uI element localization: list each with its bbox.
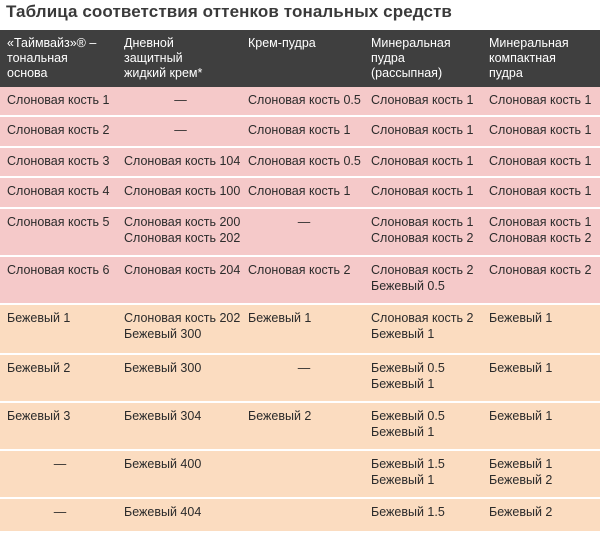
shade-table	[0, 30, 600, 533]
shade-value: Бежевый 1	[248, 311, 312, 325]
shade-value: Слоновая кость 1	[371, 215, 474, 229]
shade-value: Слоновая кость 2	[489, 263, 592, 277]
cell-mineral-loose	[364, 305, 482, 355]
cell-mineral-loose	[364, 257, 482, 305]
shade-value: Слоновая кость 1	[248, 123, 351, 137]
cell-mineral-compact	[482, 257, 600, 305]
cell-cream-powder	[241, 355, 364, 403]
shade-value: Слоновая кость 200	[124, 215, 241, 229]
shade-value: Слоновая кость 1	[489, 215, 592, 229]
shade-value: Слоновая кость 1	[371, 154, 474, 168]
shade-value: Бежевый 1	[489, 457, 553, 471]
cell-cream-powder	[241, 305, 364, 355]
table-header	[0, 30, 600, 87]
cell-mineral-compact	[482, 148, 600, 178]
table-row	[0, 117, 600, 148]
cell-timewise-foundation	[0, 87, 117, 117]
header-text: жидкий крем*	[124, 66, 203, 80]
dash-placeholder: —	[174, 93, 187, 107]
cell-timewise-foundation	[0, 117, 117, 148]
shade-value: Слоновая кость 202	[124, 230, 241, 245]
shade-value: Слоновая кость 1	[489, 184, 592, 198]
shade-value: Слоновая кость 100	[124, 184, 241, 198]
cell-mineral-compact	[482, 87, 600, 117]
shade-value: Бежевый 0.5	[371, 361, 445, 375]
cell-timewise-foundation	[0, 499, 117, 533]
header-text: защитный	[124, 51, 183, 65]
table-row	[0, 451, 600, 499]
shade-value: Слоновая кость 2	[371, 311, 474, 325]
shade-value: Бежевый 300	[124, 361, 202, 375]
shade-value: Слоновая кость 2	[489, 230, 592, 245]
column-header-mineral-compact	[482, 30, 600, 87]
page-title: Таблица соответствия оттенков тональных средств	[6, 2, 452, 21]
cell-mineral-compact	[482, 117, 600, 148]
dash-placeholder: —	[297, 361, 311, 375]
shade-value: Слоновая кость 202	[124, 311, 241, 325]
table-row	[0, 148, 600, 178]
table-row	[0, 87, 600, 117]
table-row	[0, 305, 600, 355]
cell-day-cream	[117, 499, 241, 533]
header-text: (рассыпная)	[371, 66, 443, 80]
shade-value: Бежевый 1	[489, 409, 553, 423]
shade-value: Слоновая кость 1	[7, 93, 110, 107]
shade-value: Слоновая кость 5	[7, 215, 110, 229]
header-text: компактная	[489, 51, 556, 65]
shade-value: Бежевый 1	[371, 376, 435, 391]
dash-placeholder: —	[53, 505, 67, 519]
cell-day-cream	[117, 178, 241, 209]
cell-mineral-loose	[364, 355, 482, 403]
cell-day-cream	[117, 403, 241, 451]
cell-cream-powder	[241, 148, 364, 178]
cell-timewise-foundation	[0, 148, 117, 178]
cell-day-cream	[117, 148, 241, 178]
column-header-day-cream	[117, 30, 241, 87]
header-text: пудра	[371, 51, 405, 65]
shade-value: Бежевый 0.5	[371, 278, 445, 293]
shade-value: Бежевый 0.5	[371, 409, 445, 423]
shade-value: Слоновая кость 4	[7, 184, 110, 198]
header-text: Минеральная	[371, 36, 451, 50]
shade-value: Слоновая кость 1	[248, 184, 351, 198]
cell-mineral-loose	[364, 178, 482, 209]
cell-timewise-foundation	[0, 257, 117, 305]
cell-day-cream	[117, 117, 241, 148]
column-header-timewise-foundation	[0, 30, 117, 87]
cell-mineral-loose	[364, 87, 482, 117]
shade-value: Бежевый 3	[7, 409, 71, 423]
table-row	[0, 257, 600, 305]
cell-cream-powder	[241, 499, 364, 533]
shade-value: Слоновая кость 1	[489, 93, 592, 107]
shade-value: Бежевый 1.5	[371, 505, 445, 519]
dash-placeholder: —	[174, 123, 187, 137]
shade-value: Бежевый 2	[7, 361, 71, 375]
cell-mineral-compact	[482, 355, 600, 403]
shade-value: Бежевый 1	[371, 424, 435, 439]
header-text: «Таймвайз»® –	[7, 36, 97, 50]
cell-mineral-compact	[482, 451, 600, 499]
cell-timewise-foundation	[0, 403, 117, 451]
cell-day-cream	[117, 257, 241, 305]
cell-mineral-loose	[364, 403, 482, 451]
cell-mineral-loose	[364, 499, 482, 533]
cell-timewise-foundation	[0, 209, 117, 257]
cell-mineral-compact	[482, 305, 600, 355]
shade-value: Бежевый 300	[124, 326, 202, 341]
shade-value: Бежевый 304	[124, 409, 202, 423]
cell-mineral-compact	[482, 403, 600, 451]
cell-timewise-foundation	[0, 355, 117, 403]
shade-value: Слоновая кость 1	[489, 154, 592, 168]
cell-day-cream	[117, 87, 241, 117]
header-text: тональная	[7, 51, 68, 65]
header-text: Дневной	[124, 36, 174, 50]
cell-mineral-loose	[364, 451, 482, 499]
shade-value: Бежевый 1.5	[371, 457, 445, 471]
table-row	[0, 403, 600, 451]
shade-value: Бежевый 1	[489, 361, 553, 375]
shade-value: Слоновая кость 0.5	[248, 154, 361, 168]
shade-value: Бежевый 1	[489, 311, 553, 325]
table-row	[0, 178, 600, 209]
cell-day-cream	[117, 209, 241, 257]
cell-timewise-foundation	[0, 305, 117, 355]
cell-cream-powder	[241, 178, 364, 209]
cell-cream-powder	[241, 403, 364, 451]
header-row	[0, 30, 600, 87]
shade-value: Слоновая кость 104	[124, 154, 241, 168]
shade-value: Слоновая кость 2	[371, 230, 474, 245]
cell-mineral-loose	[364, 148, 482, 178]
cell-timewise-foundation	[0, 451, 117, 499]
shade-value: Слоновая кость 1	[371, 123, 474, 137]
cell-mineral-compact	[482, 499, 600, 533]
cell-cream-powder	[241, 87, 364, 117]
shade-value: Слоновая кость 2	[7, 123, 110, 137]
shade-value: Бежевый 2	[489, 505, 553, 519]
shade-value: Бежевый 2	[489, 472, 553, 487]
table-row	[0, 499, 600, 533]
shade-value: Бежевый 404	[124, 505, 202, 519]
shade-value: Бежевый 1	[371, 472, 435, 487]
cell-cream-powder	[241, 209, 364, 257]
header-text: Минеральная	[489, 36, 569, 50]
cell-cream-powder	[241, 117, 364, 148]
shade-value: Бежевый 1	[7, 311, 71, 325]
shade-value: Слоновая кость 6	[7, 263, 110, 277]
shade-value: Слоновая кость 3	[7, 154, 110, 168]
cell-day-cream	[117, 451, 241, 499]
dash-placeholder: —	[53, 457, 67, 471]
shade-value: Слоновая кость 204	[124, 263, 241, 277]
shade-value: Бежевый 400	[124, 457, 202, 471]
cell-day-cream	[117, 355, 241, 403]
cell-timewise-foundation	[0, 178, 117, 209]
shade-value: Бежевый 2	[248, 409, 312, 423]
header-text: Крем-пудра	[248, 36, 316, 50]
cell-day-cream	[117, 305, 241, 355]
shade-value: Слоновая кость 2	[248, 263, 351, 277]
shade-value: Слоновая кость 2	[371, 263, 474, 277]
shade-value: Слоновая кость 1	[489, 123, 592, 137]
dash-placeholder: —	[297, 215, 311, 229]
header-text: пудра	[489, 66, 523, 80]
cell-mineral-loose	[364, 209, 482, 257]
shade-value: Бежевый 1	[371, 326, 435, 341]
shade-value: Слоновая кость 1	[371, 93, 474, 107]
cell-cream-powder	[241, 257, 364, 305]
shade-value: Слоновая кость 1	[371, 184, 474, 198]
cell-cream-powder	[241, 451, 364, 499]
cell-mineral-compact	[482, 178, 600, 209]
column-header-cream-powder	[241, 30, 364, 87]
table-body	[0, 87, 600, 533]
cell-mineral-compact	[482, 209, 600, 257]
column-header-mineral-loose	[364, 30, 482, 87]
header-text: основа	[7, 66, 48, 80]
table-row	[0, 355, 600, 403]
cell-mineral-loose	[364, 117, 482, 148]
shade-value: Слоновая кость 0.5	[248, 93, 361, 107]
table-row	[0, 209, 600, 257]
